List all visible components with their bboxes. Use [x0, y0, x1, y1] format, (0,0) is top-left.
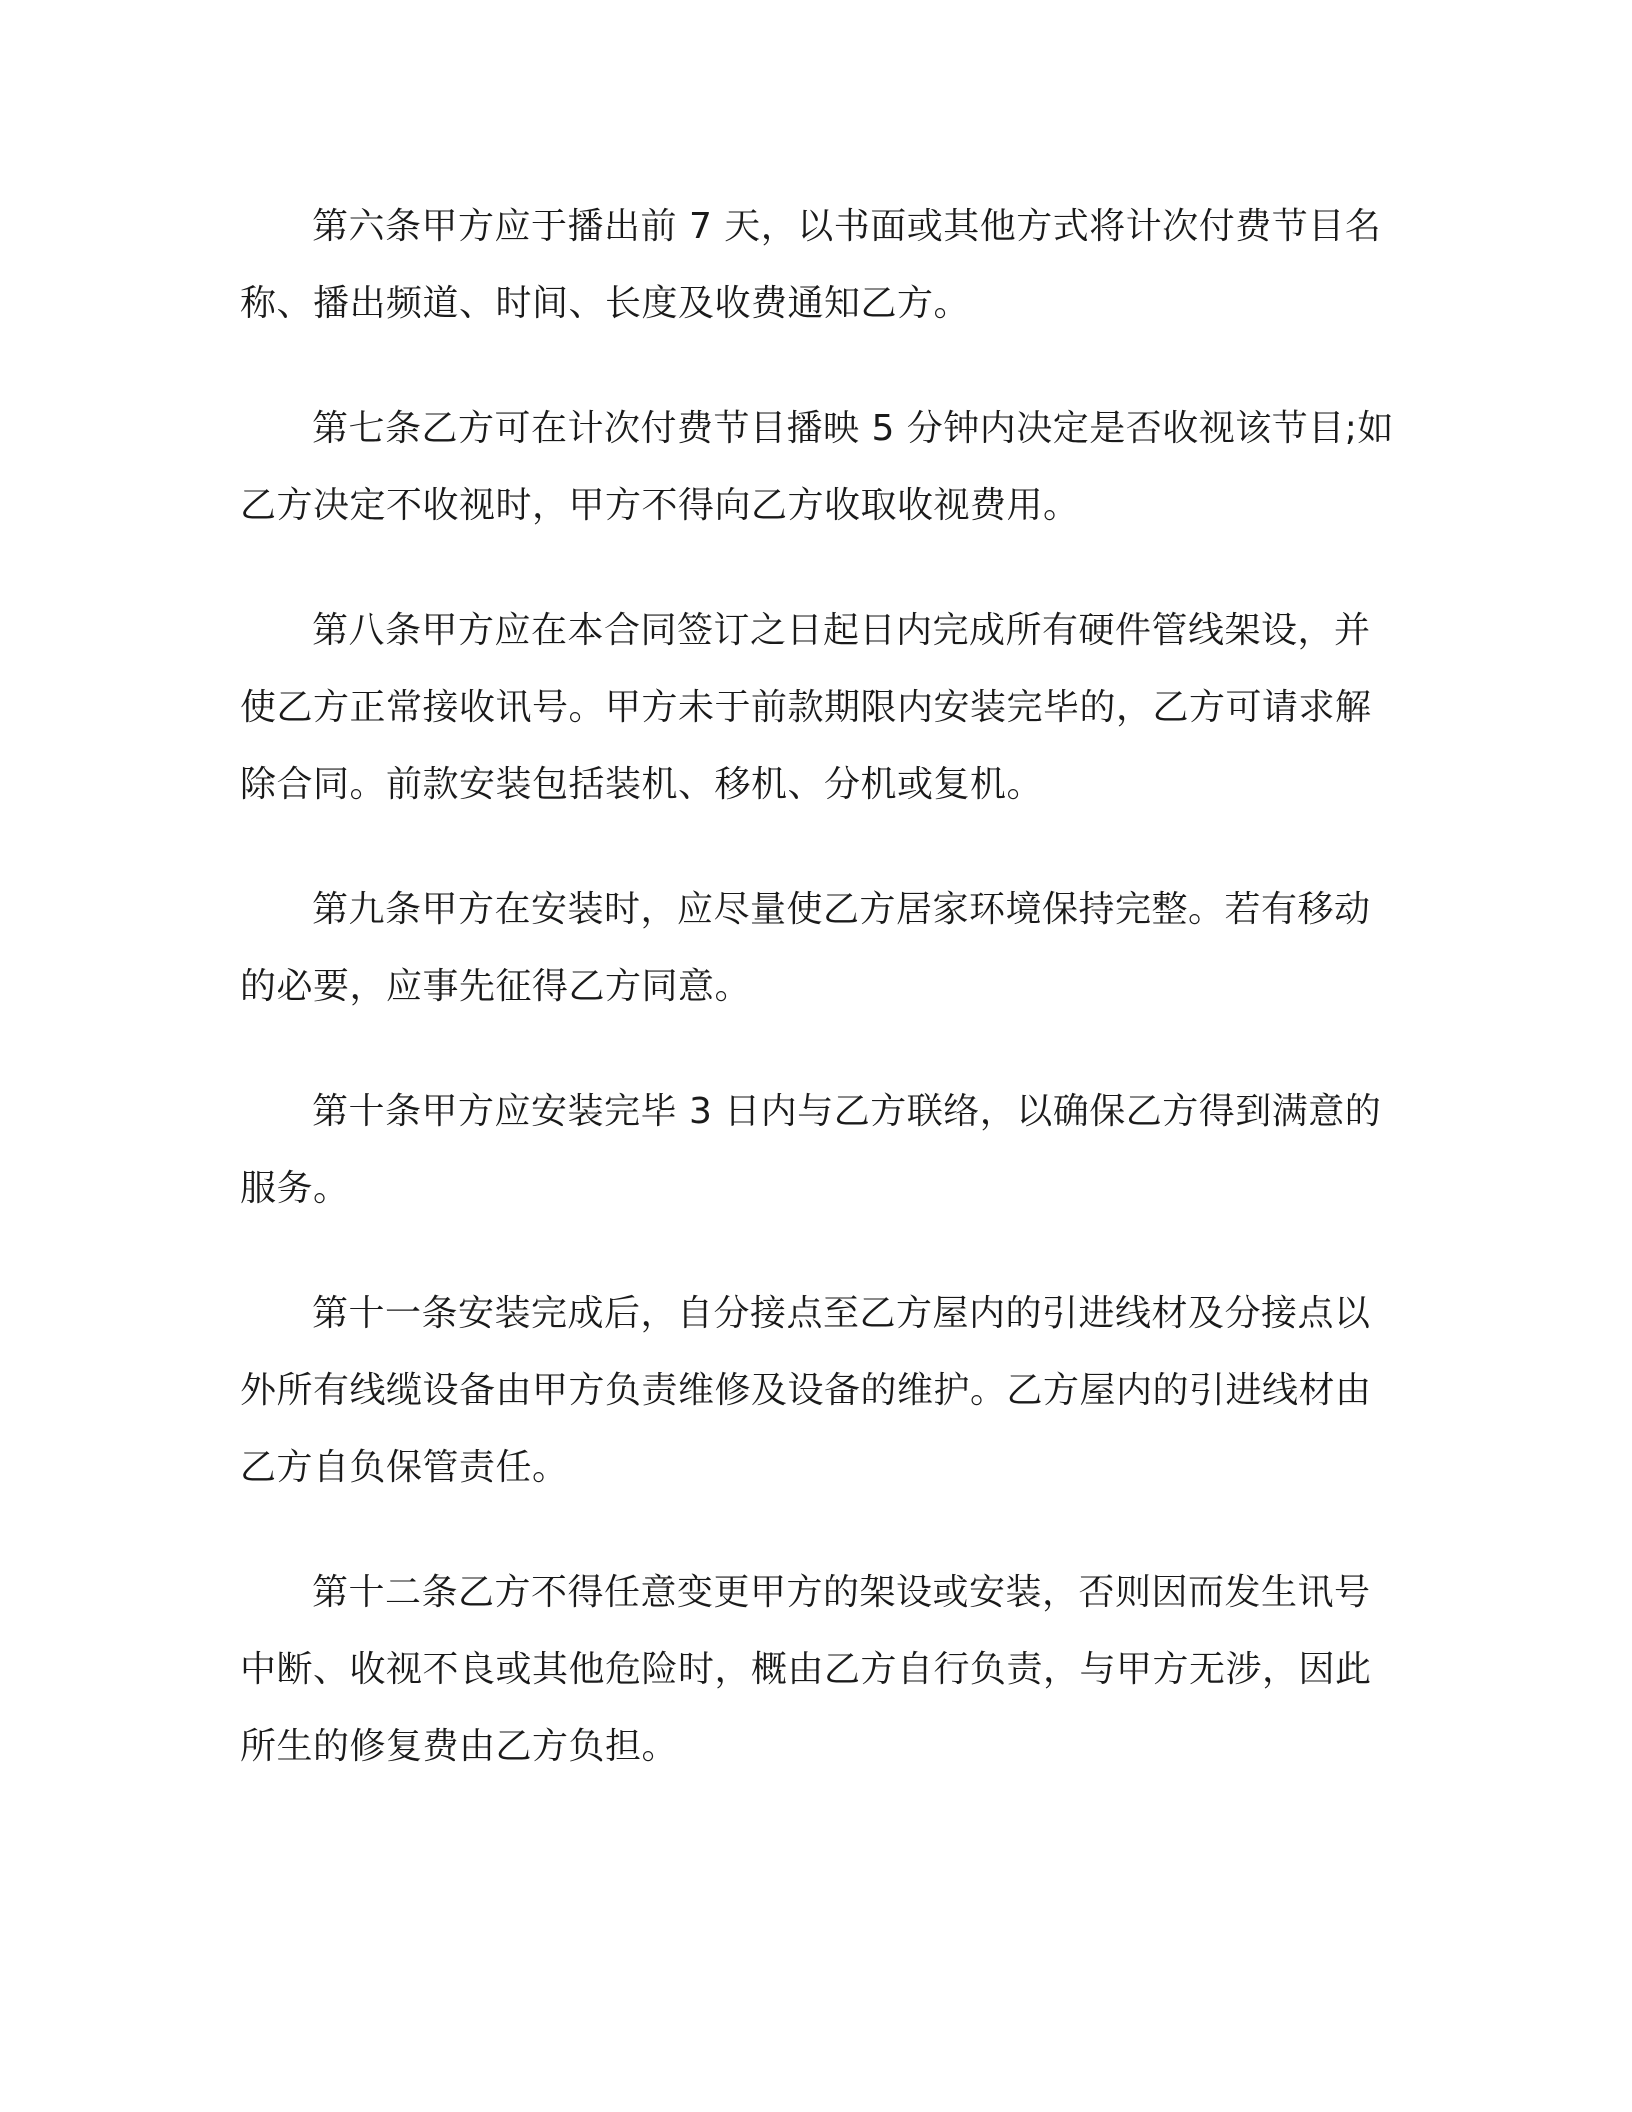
clause-8-paragraph: 第八条甲方应在本合同签订之日起日内完成所有硬件管线架设，并使乙方正常接收讯号。甲方未于前款期限内安装完毕的，乙方可请求解除合同。前款安装包括装机、移机、分机或复机。 — [240, 610, 1372, 805]
clause-12-paragraph: 第十二条乙方不得任意变更甲方的架设或安装，否则因而发生讯号中断、收视不良或其他危险时，概由乙方自行负责，与甲方无涉，因此所生的修复费由乙方负担。 — [240, 1572, 1372, 1767]
clause-11-paragraph: 第十一条安装完成后，自分接点至乙方屋内的引进线材及分接点以外所有线缆设备由甲方负责维修及设备的维护。乙方屋内的引进线材由乙方自负保管责任。 — [240, 1293, 1372, 1488]
clause-7-paragraph: 第七条乙方可在计次付费节目播映 5 分钟内决定是否收视该节目;如乙方决定不收视时，甲方不得向乙方收取收视费用。 — [240, 408, 1394, 526]
clause-10-paragraph: 第十条甲方应安装完毕 3 日内与乙方联络，以确保乙方得到满意的服务。 — [240, 1091, 1382, 1209]
document-body — [240, 188, 1400, 1833]
clause-9-paragraph: 第九条甲方在安装时，应尽量使乙方居家环境保持完整。若有移动的必要，应事先征得乙方同意。 — [240, 889, 1371, 1007]
clause-6-paragraph: 第六条甲方应于播出前 7 天，以书面或其他方式将计次付费节目名称、播出频道、时间、长度及收费通知乙方。 — [240, 206, 1382, 324]
